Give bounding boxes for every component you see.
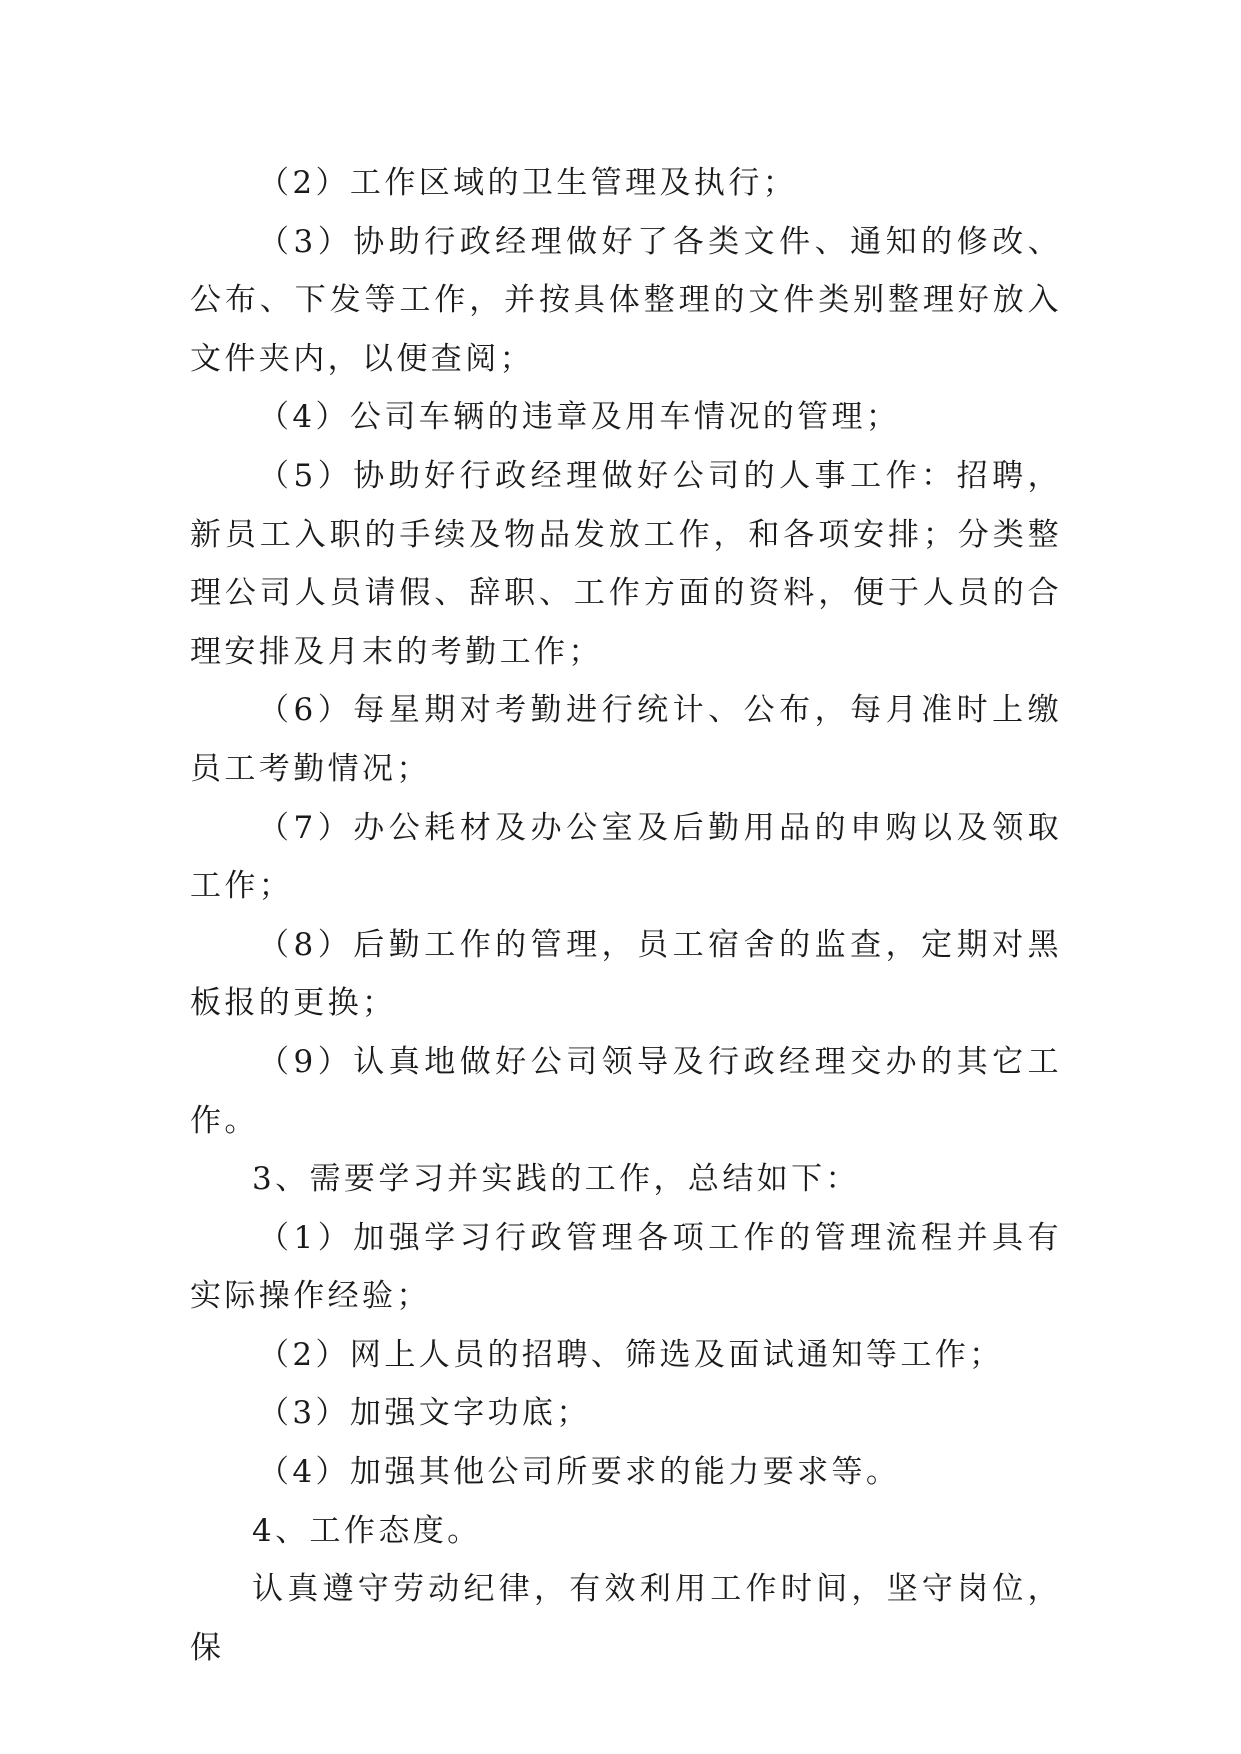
paragraph-item-4-vehicles: （4）公司车辆的违章及用车情况的管理； [258, 399, 901, 436]
paragraph-learn-2: （2）网上人员的招聘、筛选及面试通知等工作； [258, 1336, 1004, 1373]
paragraph-item-7-supplies: （7）办公耗材及办公室及后勤用品的申购以及领取工作； [190, 809, 1062, 905]
paragraph-item-5-personnel: （5）协助好行政经理做好公司的人事工作：招聘，新员工入职的手续及物品发放工作，和各项安排；分类整理公司人员请假、辞职、工作方面的资料，便于人员的合理安排及月末的考勤工作； [190, 457, 1062, 670]
paragraph-item-8-logistics: （8）后勤工作的管理，员工宿舍的监查，定期对黑板报的更换； [190, 926, 1062, 1022]
document-body [190, 154, 1062, 1677]
paragraph-learn-3: （3）加强文字功底； [258, 1395, 591, 1432]
section-heading-3: 3、需要学习并实践的工作，总结如下： [252, 1161, 860, 1198]
paragraph-learn-4: （4）加强其他公司所要求的能力要求等。 [258, 1454, 901, 1491]
paragraph-learn-1: （1）加强学习行政管理各项工作的管理流程并具有实际操作经验； [190, 1219, 1062, 1315]
paragraph-item-6-attendance: （6）每星期对考勤进行统计、公布，每月准时上缴员工考勤情况； [190, 692, 1062, 787]
paragraph-item-9-other-tasks: （9）认真地做好公司领导及行政经理交办的其它工作。 [190, 1043, 1062, 1139]
paragraph-work-attitude: 认真遵守劳动纪律，有效利用工作时间，坚守岗位，保 [190, 1571, 1062, 1666]
paragraph-item-3-documents: （3）协助行政经理做好了各类文件、通知的修改、公布、下发等工作，并按具体整理的文件类别整理好放入文件夹内，以便查阅； [190, 223, 1062, 377]
paragraph-item-2-hygiene: （2）工作区域的卫生管理及执行； [258, 165, 798, 201]
section-heading-4: 4、工作态度。 [252, 1512, 482, 1549]
